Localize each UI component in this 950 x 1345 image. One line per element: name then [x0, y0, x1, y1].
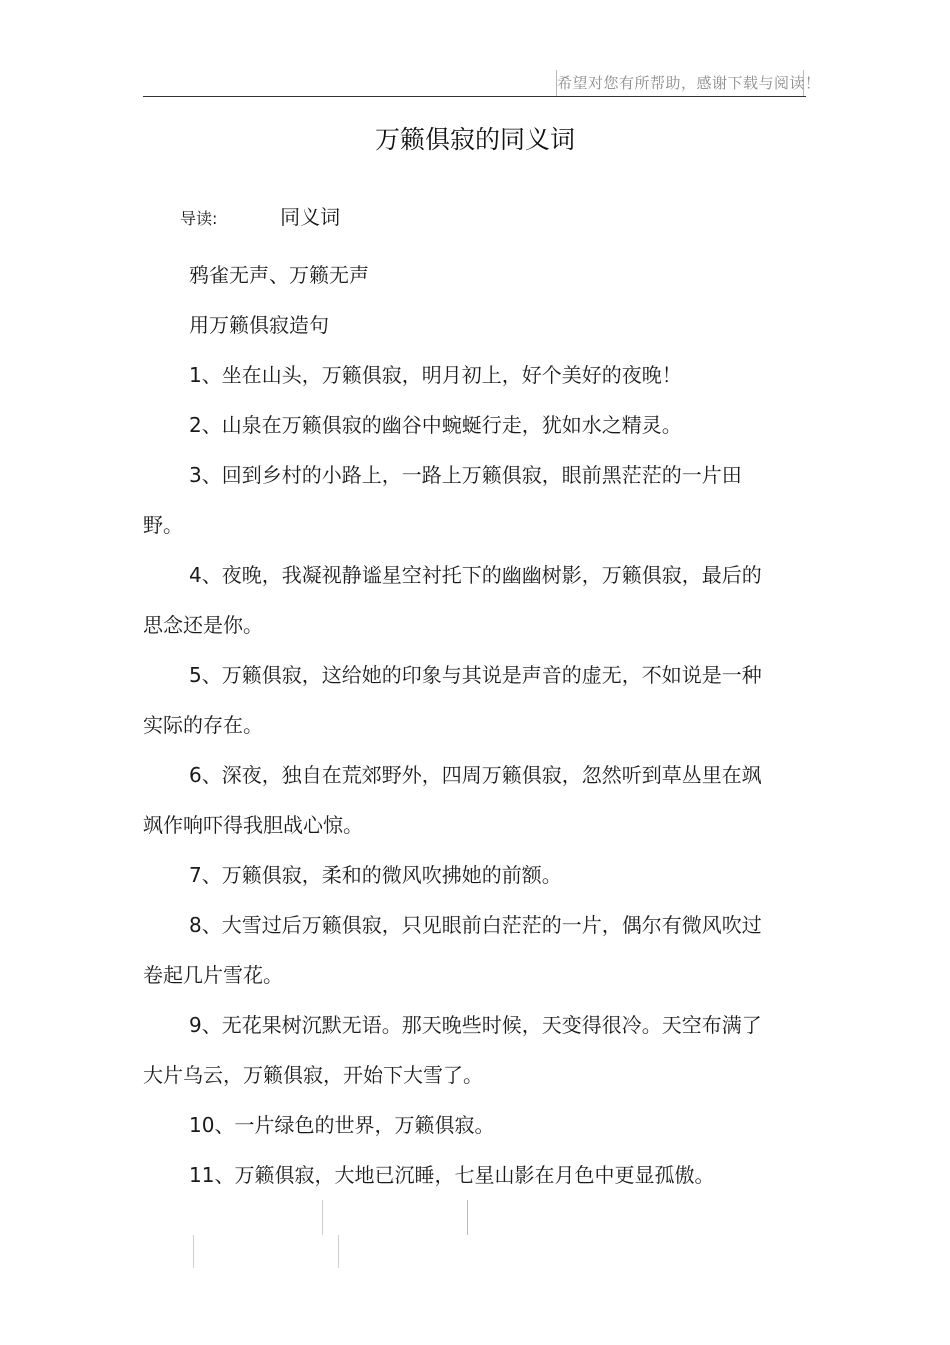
intro-row: [180, 202, 340, 232]
paragraph-item: 11、万籁俱寂，大地已沉睡，七星山影在月色中更显孤傲。: [189, 1163, 715, 1187]
document-title: 万籁俱寂的同义词: [374, 125, 575, 154]
artifact-line: [338, 1235, 339, 1268]
intro-value: 同义词: [280, 205, 341, 229]
artifact-line: [193, 1235, 194, 1268]
artifact-line: [322, 1200, 323, 1235]
document-body: [143, 250, 768, 1200]
artifact-line: [467, 1200, 468, 1235]
paragraph-item: 5、万籁俱寂，这给她的印象与其说是声音的虚无，不如说是一种实际的存在。: [143, 663, 762, 737]
paragraph-item: 10、一片绿色的世界，万籁俱寂。: [189, 1113, 495, 1137]
intro-label: 导读:: [180, 209, 218, 228]
paragraph-item: 2、山泉在万籁俱寂的幽谷中蜿蜒行走，犹如水之精灵。: [189, 413, 682, 437]
paragraph-item: 8、大雪过后万籁俱寂，只见眼前白茫茫的一片，偶尔有微风吹过卷起几片雪花。: [143, 913, 762, 987]
paragraph-item: 6、深夜，独自在荒郊野外，四周万籁俱寂，忽然听到草丛里在飒飒作响吓得我胆战心惊。: [143, 763, 762, 837]
paragraph-item: 9、无花果树沉默无语。那天晚些时候，天变得很冷。天空布满了大片乌云，万籁俱寂，开始下大雪了。: [143, 1013, 762, 1087]
header-note: 希望对您有所帮助，感谢下载与阅读！: [556, 70, 804, 96]
paragraph-heading: 用万籁俱寂造句: [189, 313, 329, 337]
paragraph-item: 1、坐在山头，万籁俱寂，明月初上，好个美好的夜晚！: [189, 363, 682, 387]
paragraph-item: 7、万籁俱寂，柔和的微风吹拂她的前额。: [189, 863, 562, 887]
header-divider: [143, 96, 806, 97]
paragraph-item: 3、回到乡村的小路上，一路上万籁俱寂，眼前黑茫茫的一片田野。: [143, 463, 742, 537]
paragraph-synonyms: 鸦雀无声、万籁无声: [189, 263, 369, 287]
paragraph-item: 4、夜晚，我凝视静谧星空衬托下的幽幽树影，万籁俱寂，最后的思念还是你。: [143, 563, 762, 637]
